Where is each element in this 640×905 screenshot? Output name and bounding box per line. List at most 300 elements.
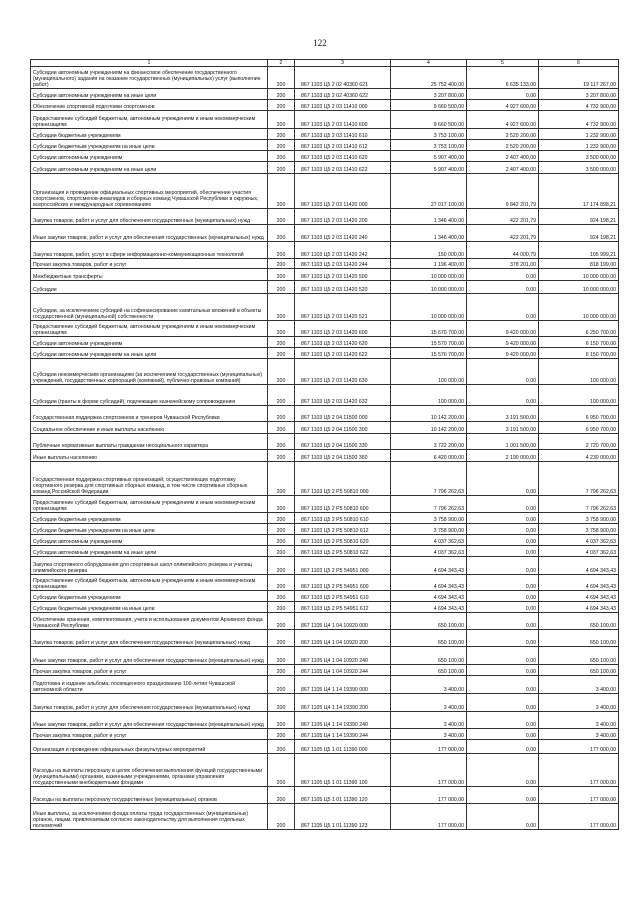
table-row: [31, 535, 619, 546]
table-row: [31, 406, 619, 422]
unexecuted-amount-cell: 6 150 700,00: [539, 348, 619, 359]
budget-classification-code-cell: 867 1103 Ц5 2 03 11420 521: [295, 294, 391, 321]
table-row: [31, 665, 619, 676]
unexecuted-amount-cell: 4 037 362,63: [539, 535, 619, 546]
unexecuted-amount-cell: 4 732 900,00: [539, 111, 619, 129]
approved-amount-cell: 10 000 000,00: [391, 294, 467, 321]
unexecuted-amount-cell: 924 198,21: [539, 225, 619, 242]
row-code-cell: 200: [268, 712, 295, 729]
row-name-cell: Закупка товаров, работ, услуг в сфере информационно-коммуникационных технологий: [31, 242, 268, 259]
budget-classification-code-cell: 867 1103 Ц5 2 02 40360 622: [295, 89, 391, 100]
executed-amount-cell: 0,00: [467, 613, 539, 630]
unexecuted-amount-cell: 177 000,00: [539, 804, 619, 830]
budget-classification-code-cell: 867 1103 Ц5 2 03 11410 610: [295, 129, 391, 140]
executed-amount-cell: 9 420 000,00: [467, 348, 539, 359]
unexecuted-amount-cell: 4 230 000,00: [539, 450, 619, 462]
approved-amount-cell: 3 753 100,00: [391, 129, 467, 140]
table-row: [31, 209, 619, 225]
unexecuted-amount-cell: 3 400,00: [539, 694, 619, 712]
executed-amount-cell: 0,00: [467, 647, 539, 665]
row-name-cell: Подготовка и издание альбома, посвященного празднованию 100-летия Чувашской автономной области: [31, 676, 268, 694]
row-code-cell: 200: [268, 406, 295, 422]
budget-classification-code-cell: 867 1103 Ц5 2 03 11420 622: [295, 348, 391, 359]
row-name-cell: Публичные нормативные выплаты гражданам несоциального характера: [31, 434, 268, 450]
executed-amount-cell: 2 407 400,00: [467, 162, 539, 174]
executed-amount-cell: 0,00: [467, 630, 539, 647]
row-name-cell: Прочая закупка товаров, работ и услуг: [31, 259, 268, 269]
unexecuted-amount-cell: 3 500 000,00: [539, 151, 619, 162]
unexecuted-amount-cell: 4 694 343,43: [539, 575, 619, 591]
budget-classification-code-cell: 867 1105 Ц4 1 14 19390 240: [295, 712, 391, 729]
header-cell: 2: [268, 60, 295, 67]
table-row: [31, 462, 619, 496]
row-code-cell: 200: [268, 740, 295, 754]
budget-classification-code-cell: 867 1103 Ц5 2 P5 50810 620: [295, 535, 391, 546]
row-code-cell: 200: [268, 209, 295, 225]
table-row: [31, 557, 619, 575]
header-cell: 6: [539, 60, 619, 67]
unexecuted-amount-cell: 1 232 900,00: [539, 129, 619, 140]
unexecuted-amount-cell: 10 000 000,00: [539, 269, 619, 281]
table-row: [31, 729, 619, 740]
table-row: [31, 225, 619, 242]
row-code-cell: 200: [268, 67, 295, 89]
table-row: [31, 804, 619, 830]
approved-amount-cell: 25 752 400,00: [391, 67, 467, 89]
executed-amount-cell: 9 420 000,00: [467, 321, 539, 337]
unexecuted-amount-cell: 10 000 000,00: [539, 281, 619, 294]
budget-classification-code-cell: 867 1103 Ц5 2 04 11500 300: [295, 422, 391, 434]
unexecuted-amount-cell: 3 758 900,00: [539, 524, 619, 535]
row-code-cell: 200: [268, 129, 295, 140]
header-cell: 3: [295, 60, 391, 67]
approved-amount-cell: 5 907 400,00: [391, 162, 467, 174]
table-row: [31, 242, 619, 259]
budget-classification-code-cell: 867 1103 Ц5 2 03 11410 612: [295, 140, 391, 151]
unexecuted-amount-cell: 177 000,00: [539, 787, 619, 804]
approved-amount-cell: 4 694 343,43: [391, 602, 467, 613]
unexecuted-amount-cell: 100 000,00: [539, 385, 619, 406]
table-row: [31, 496, 619, 513]
approved-amount-cell: 15 570 700,00: [391, 337, 467, 348]
row-name-cell: Иные выплаты населению: [31, 450, 268, 462]
row-name-cell: Прочая закупка товаров, работ и услуг: [31, 665, 268, 676]
row-name-cell: Субсидии автономным учреждениям: [31, 535, 268, 546]
executed-amount-cell: 2 190 000,00: [467, 450, 539, 462]
row-name-cell: Межбюджетные трансферты: [31, 269, 268, 281]
approved-amount-cell: 3 753 100,00: [391, 140, 467, 151]
table-row: [31, 513, 619, 524]
header-cell: 5: [467, 60, 539, 67]
approved-amount-cell: 650 100,00: [391, 647, 467, 665]
approved-amount-cell: 10 142 200,00: [391, 422, 467, 434]
table-row: [31, 613, 619, 630]
budget-classification-code-cell: 867 1103 Ц5 2 04 11500 330: [295, 434, 391, 450]
row-code-cell: 200: [268, 729, 295, 740]
row-code-cell: 200: [268, 140, 295, 151]
row-name-cell: Прочая закупка товаров, работ и услуг: [31, 729, 268, 740]
budget-classification-code-cell: 867 1103 Ц5 2 03 11410 620: [295, 151, 391, 162]
table-row: [31, 100, 619, 111]
approved-amount-cell: 3 758 900,00: [391, 513, 467, 524]
row-name-cell: Субсидии автономным учреждениям на иные цели: [31, 546, 268, 557]
approved-amount-cell: 177 000,00: [391, 804, 467, 830]
row-name-cell: Субсидии, за исключением субсидий на софинансирование капитальных вложений в объекты государственной (муниципальной) собственности: [31, 294, 268, 321]
approved-amount-cell: 177 000,00: [391, 754, 467, 787]
budget-classification-code-cell: 867 1103 Ц5 2 P5 50810 612: [295, 524, 391, 535]
executed-amount-cell: 0,00: [467, 787, 539, 804]
executed-amount-cell: 0,00: [467, 535, 539, 546]
table-row: [31, 111, 619, 129]
executed-amount-cell: 0,00: [467, 740, 539, 754]
approved-amount-cell: 10 000 000,00: [391, 281, 467, 294]
table-row: [31, 67, 619, 89]
row-name-cell: Обеспечение спортивной подготовки спортсменов: [31, 100, 268, 111]
budget-classification-code-cell: 867 1103 Ц5 2 03 11420 500: [295, 269, 391, 281]
executed-amount-cell: 0,00: [467, 281, 539, 294]
executed-amount-cell: 0,00: [467, 524, 539, 535]
approved-amount-cell: 150 000,00: [391, 242, 467, 259]
executed-amount-cell: 0,00: [467, 359, 539, 385]
row-code-cell: 200: [268, 647, 295, 665]
budget-classification-code-cell: 867 1103 Ц5 2 P5 50810 610: [295, 513, 391, 524]
row-name-cell: Субсидии бюджетным учреждениям: [31, 129, 268, 140]
row-name-cell: Субсидии бюджетным учреждениям на иные цели: [31, 524, 268, 535]
row-code-cell: 200: [268, 225, 295, 242]
table-row: [31, 348, 619, 359]
executed-amount-cell: 0,00: [467, 602, 539, 613]
row-code-cell: 200: [268, 513, 295, 524]
approved-amount-cell: 3 722 200,00: [391, 434, 467, 450]
table-row: [31, 321, 619, 337]
budget-classification-code-cell: 867 1103 Ц5 2 P5 50810 600: [295, 496, 391, 513]
executed-amount-cell: 1 001 500,00: [467, 434, 539, 450]
executed-amount-cell: 0,00: [467, 269, 539, 281]
row-name-cell: Иные закупки товаров, работ и услуг для обеспечения государственных (муниципальных) нужд: [31, 225, 268, 242]
approved-amount-cell: 1 346 400,00: [391, 225, 467, 242]
budget-classification-code-cell: 867 1103 Ц5 2 03 11420 630: [295, 359, 391, 385]
budget-classification-code-cell: 867 1103 Ц5 2 03 11420 242: [295, 242, 391, 259]
budget-classification-code-cell: 867 1105 Ц4 1 04 10920 000: [295, 613, 391, 630]
table-row: [31, 269, 619, 281]
row-name-cell: Расходы на выплаты персоналу в целях обеспечения выполнения функций государственными (муниципальными) органами, казенными учреждениями, органами управления государственными внебюджетными фондами: [31, 754, 268, 787]
table-header-row: [31, 60, 619, 67]
budget-classification-code-cell: 867 1105 Ц5 1 01 11390 000: [295, 740, 391, 754]
unexecuted-amount-cell: 4 694 343,43: [539, 591, 619, 602]
table-row: [31, 422, 619, 434]
row-code-cell: 200: [268, 546, 295, 557]
unexecuted-amount-cell: 4 732 900,00: [539, 100, 619, 111]
table-row: [31, 174, 619, 209]
row-name-cell: Иные закупки товаров, работ и услуг для обеспечения государственных (муниципальных) нужд: [31, 712, 268, 729]
row-code-cell: 200: [268, 348, 295, 359]
row-code-cell: 200: [268, 259, 295, 269]
table-row: [31, 602, 619, 613]
table-row: [31, 787, 619, 804]
table-row: [31, 434, 619, 450]
executed-amount-cell: 0,00: [467, 496, 539, 513]
budget-classification-code-cell: 867 1103 Ц5 2 03 11420 600: [295, 321, 391, 337]
row-code-cell: 200: [268, 630, 295, 647]
approved-amount-cell: 177 000,00: [391, 740, 467, 754]
unexecuted-amount-cell: 924 198,21: [539, 209, 619, 225]
approved-amount-cell: 1 346 400,00: [391, 209, 467, 225]
approved-amount-cell: 7 796 262,63: [391, 496, 467, 513]
approved-amount-cell: 15 670 700,00: [391, 321, 467, 337]
executed-amount-cell: 0,00: [467, 294, 539, 321]
row-name-cell: Расходы на выплаты персоналу государственных (муниципальных) органов: [31, 787, 268, 804]
unexecuted-amount-cell: 818 199,00: [539, 259, 619, 269]
unexecuted-amount-cell: 3 500 000,00: [539, 162, 619, 174]
header-cell: 4: [391, 60, 467, 67]
executed-amount-cell: 0,00: [467, 694, 539, 712]
row-name-cell: Закупка спортивного оборудования для спортивных школ олимпийского резерва и училищ олимпийского резерва: [31, 557, 268, 575]
executed-amount-cell: 6 635 133,00: [467, 67, 539, 89]
unexecuted-amount-cell: 650 100,00: [539, 647, 619, 665]
budget-classification-code-cell: 867 1105 Ц4 1 14 19390 200: [295, 694, 391, 712]
row-name-cell: Обеспечение хранения, комплектования, учета и использования документов Архивного фонда Чувашской Республики: [31, 613, 268, 630]
table-row: [31, 89, 619, 100]
unexecuted-amount-cell: 105 999,21: [539, 242, 619, 259]
row-name-cell: Субсидии автономным учреждениям на иные цели: [31, 89, 268, 100]
approved-amount-cell: 1 196 400,00: [391, 259, 467, 269]
executed-amount-cell: 0,00: [467, 462, 539, 496]
table-row: [31, 591, 619, 602]
approved-amount-cell: 4 694 343,43: [391, 575, 467, 591]
unexecuted-amount-cell: 7 796 262,63: [539, 496, 619, 513]
executed-amount-cell: 44 000,79: [467, 242, 539, 259]
executed-amount-cell: 0,00: [467, 591, 539, 602]
table-row: [31, 162, 619, 174]
executed-amount-cell: 0,00: [467, 712, 539, 729]
row-name-cell: Государственная поддержка спортсменов и тренеров Чувашской Республики: [31, 406, 268, 422]
row-name-cell: Предоставление субсидий бюджетным, автономным учреждениям и иным некоммерческим организациям: [31, 575, 268, 591]
row-code-cell: 200: [268, 535, 295, 546]
row-code-cell: 200: [268, 359, 295, 385]
row-code-cell: 200: [268, 557, 295, 575]
row-code-cell: 200: [268, 676, 295, 694]
table-row: [31, 294, 619, 321]
unexecuted-amount-cell: 6 950 700,00: [539, 406, 619, 422]
executed-amount-cell: 9 842 201,79: [467, 174, 539, 209]
approved-amount-cell: 27 017 100,00: [391, 174, 467, 209]
budget-classification-code-cell: 867 1103 Ц5 2 P5 54951 000: [295, 557, 391, 575]
approved-amount-cell: 7 796 262,63: [391, 462, 467, 496]
approved-amount-cell: 6 420 000,00: [391, 450, 467, 462]
row-name-cell: Организация и проведение официальных физкультурных мероприятий: [31, 740, 268, 754]
approved-amount-cell: 3 400,00: [391, 712, 467, 729]
budget-classification-code-cell: 867 1103 Ц5 2 03 11410 600: [295, 111, 391, 129]
row-code-cell: 200: [268, 281, 295, 294]
row-code-cell: 200: [268, 496, 295, 513]
row-name-cell: Субсидии бюджетным учреждениям на иные цели: [31, 140, 268, 151]
row-name-cell: Субсидии автономным учреждениям на иные цели: [31, 348, 268, 359]
row-name-cell: Субсидии (гранты в форме субсидий), подлежащие казначейскому сопровождению: [31, 385, 268, 406]
row-code-cell: 200: [268, 269, 295, 281]
unexecuted-amount-cell: 6 150 700,00: [539, 337, 619, 348]
budget-classification-code-cell: 867 1105 Ц5 1 01 11390 120: [295, 787, 391, 804]
executed-amount-cell: 3 191 500,00: [467, 422, 539, 434]
row-code-cell: 200: [268, 754, 295, 787]
unexecuted-amount-cell: 17 174 898,21: [539, 174, 619, 209]
row-code-cell: 200: [268, 434, 295, 450]
row-code-cell: 200: [268, 100, 295, 111]
row-code-cell: 200: [268, 787, 295, 804]
row-code-cell: 200: [268, 602, 295, 613]
row-name-cell: Субсидии бюджетным учреждениям: [31, 591, 268, 602]
approved-amount-cell: 100 000,00: [391, 385, 467, 406]
executed-amount-cell: 2 520 200,00: [467, 129, 539, 140]
budget-classification-code-cell: 867 1105 Ц4 1 04 10920 244: [295, 665, 391, 676]
executed-amount-cell: 4 927 600,00: [467, 111, 539, 129]
unexecuted-amount-cell: 6 250 700,00: [539, 321, 619, 337]
budget-classification-code-cell: 867 1103 Ц5 2 03 11420 620: [295, 337, 391, 348]
row-name-cell: Социальное обеспечение и иные выплаты населению: [31, 422, 268, 434]
unexecuted-amount-cell: 1 232 900,00: [539, 140, 619, 151]
row-name-cell: Иные выплаты, за исключением фонда оплаты труда государственных (муниципальных) органов, лицам, привлекаемым согласно законодательству для выполнения отдельных полномочий: [31, 804, 268, 830]
unexecuted-amount-cell: 3 207 800,00: [539, 89, 619, 100]
table-row: [31, 712, 619, 729]
approved-amount-cell: 100 000,00: [391, 359, 467, 385]
unexecuted-amount-cell: 650 100,00: [539, 665, 619, 676]
approved-amount-cell: 3 758 900,00: [391, 524, 467, 535]
budget-classification-code-cell: 867 1103 Ц5 2 03 11420 200: [295, 209, 391, 225]
row-name-cell: Закупка товаров, работ и услуг для обеспечения государственных (муниципальных) нужд: [31, 630, 268, 647]
row-name-cell: Предоставление субсидий бюджетным, автономным учреждениям и иным некоммерческим организациям: [31, 321, 268, 337]
budget-classification-code-cell: 867 1103 Ц5 2 P5 50810 622: [295, 546, 391, 557]
unexecuted-amount-cell: 100 000,00: [539, 359, 619, 385]
table-row: [31, 676, 619, 694]
table-row: [31, 385, 619, 406]
unexecuted-amount-cell: 4 037 362,63: [539, 546, 619, 557]
approved-amount-cell: 9 660 500,00: [391, 100, 467, 111]
row-name-cell: Иные закупки товаров, работ и услуг для обеспечения государственных (муниципальных) нужд: [31, 647, 268, 665]
budget-classification-code-cell: 867 1103 Ц5 2 P5 54951 600: [295, 575, 391, 591]
approved-amount-cell: 5 907 400,00: [391, 151, 467, 162]
row-code-cell: 200: [268, 450, 295, 462]
executed-amount-cell: 0,00: [467, 729, 539, 740]
table-row: [31, 575, 619, 591]
executed-amount-cell: 0,00: [467, 385, 539, 406]
executed-amount-cell: 0,00: [467, 665, 539, 676]
executed-amount-cell: 0,00: [467, 546, 539, 557]
executed-amount-cell: 0,00: [467, 557, 539, 575]
page-number: 122: [313, 38, 327, 48]
header-cell: 1: [31, 60, 268, 67]
approved-amount-cell: 10 142 200,00: [391, 406, 467, 422]
unexecuted-amount-cell: 4 694 343,43: [539, 602, 619, 613]
table-row: [31, 337, 619, 348]
budget-classification-code-cell: 867 1103 Ц5 2 P5 50810 000: [295, 462, 391, 496]
budget-classification-code-cell: 867 1105 Ц4 1 04 10920 240: [295, 647, 391, 665]
row-name-cell: Субсидии автономным учреждениям на иные цели: [31, 162, 268, 174]
row-name-cell: Предоставление субсидий бюджетным, автономным учреждениям и иным некоммерческим организациям: [31, 496, 268, 513]
row-code-cell: 200: [268, 89, 295, 100]
table-row: [31, 140, 619, 151]
unexecuted-amount-cell: 3 400,00: [539, 676, 619, 694]
budget-classification-code-cell: 867 1105 Ц5 1 01 11390 123: [295, 804, 391, 830]
table-row: [31, 694, 619, 712]
table-row: [31, 754, 619, 787]
approved-amount-cell: 3 400,00: [391, 694, 467, 712]
budget-execution-table: [30, 59, 619, 830]
executed-amount-cell: 0,00: [467, 676, 539, 694]
approved-amount-cell: 4 694 343,43: [391, 591, 467, 602]
table-row: [31, 450, 619, 462]
budget-classification-code-cell: 867 1105 Ц4 1 04 10920 200: [295, 630, 391, 647]
unexecuted-amount-cell: 19 117 267,00: [539, 67, 619, 89]
table-row: [31, 151, 619, 162]
executed-amount-cell: 0,00: [467, 754, 539, 787]
row-code-cell: 200: [268, 242, 295, 259]
row-code-cell: 200: [268, 337, 295, 348]
row-code-cell: 200: [268, 665, 295, 676]
approved-amount-cell: 15 570 700,00: [391, 348, 467, 359]
unexecuted-amount-cell: 3 400,00: [539, 712, 619, 729]
unexecuted-amount-cell: 7 796 262,63: [539, 462, 619, 496]
approved-amount-cell: 650 100,00: [391, 665, 467, 676]
table-row: [31, 630, 619, 647]
executed-amount-cell: 422 201,79: [467, 225, 539, 242]
row-code-cell: 200: [268, 174, 295, 209]
executed-amount-cell: 4 927 600,00: [467, 100, 539, 111]
approved-amount-cell: 9 660 500,00: [391, 111, 467, 129]
unexecuted-amount-cell: 650 100,00: [539, 630, 619, 647]
row-code-cell: 200: [268, 162, 295, 174]
row-name-cell: Предоставление субсидий бюджетным, автономным учреждениям и иным некоммерческим организациям: [31, 111, 268, 129]
row-code-cell: 200: [268, 385, 295, 406]
approved-amount-cell: 650 100,00: [391, 630, 467, 647]
table-row: [31, 647, 619, 665]
row-name-cell: Закупка товаров, работ и услуг для обеспечения государственных (муниципальных) нужд: [31, 209, 268, 225]
unexecuted-amount-cell: 177 000,00: [539, 740, 619, 754]
approved-amount-cell: 4 694 343,43: [391, 557, 467, 575]
budget-classification-code-cell: 867 1103 Ц5 2 03 11420 244: [295, 259, 391, 269]
executed-amount-cell: 0,00: [467, 513, 539, 524]
executed-amount-cell: 378 201,00: [467, 259, 539, 269]
budget-classification-code-cell: 867 1105 Ц5 1 01 11390 100: [295, 754, 391, 787]
row-name-cell: Закупка товаров, работ и услуг для обеспечения государственных (муниципальных) нужд: [31, 694, 268, 712]
row-code-cell: 200: [268, 524, 295, 535]
unexecuted-amount-cell: 650 100,00: [539, 613, 619, 630]
budget-classification-code-cell: 867 1103 Ц5 2 03 11420 240: [295, 225, 391, 242]
row-name-cell: Субсидии автономным учреждениям: [31, 337, 268, 348]
executed-amount-cell: 0,00: [467, 804, 539, 830]
table-row: [31, 359, 619, 385]
row-code-cell: 200: [268, 422, 295, 434]
executed-amount-cell: 2 520 200,00: [467, 140, 539, 151]
table-row: [31, 524, 619, 535]
approved-amount-cell: 10 000 000,00: [391, 269, 467, 281]
approved-amount-cell: 3 207 800,00: [391, 89, 467, 100]
budget-classification-code-cell: 867 1105 Ц4 1 14 19390 244: [295, 729, 391, 740]
row-code-cell: 200: [268, 613, 295, 630]
approved-amount-cell: 650 100,00: [391, 613, 467, 630]
table-row: [31, 281, 619, 294]
unexecuted-amount-cell: 6 950 700,00: [539, 422, 619, 434]
unexecuted-amount-cell: 4 694 343,43: [539, 557, 619, 575]
row-code-cell: 200: [268, 321, 295, 337]
budget-classification-code-cell: 867 1105 Ц4 1 14 19390 000: [295, 676, 391, 694]
row-code-cell: 200: [268, 575, 295, 591]
row-name-cell: Организация и проведение официальных спортивных мероприятий, обеспечение участия спортсменов, спортсменов-инвалидов и сборных команд Чувашской Республики в окружных, всероссийских и международных соревнованиях: [31, 174, 268, 209]
row-code-cell: 200: [268, 591, 295, 602]
budget-classification-code-cell: 867 1103 Ц5 2 04 11500 360: [295, 450, 391, 462]
unexecuted-amount-cell: 3 400,00: [539, 729, 619, 740]
budget-classification-code-cell: 867 1103 Ц5 2 04 11500 000: [295, 406, 391, 422]
unexecuted-amount-cell: 10 000 000,00: [539, 294, 619, 321]
budget-classification-code-cell: 867 1103 Ц5 2 03 11410 000: [295, 100, 391, 111]
